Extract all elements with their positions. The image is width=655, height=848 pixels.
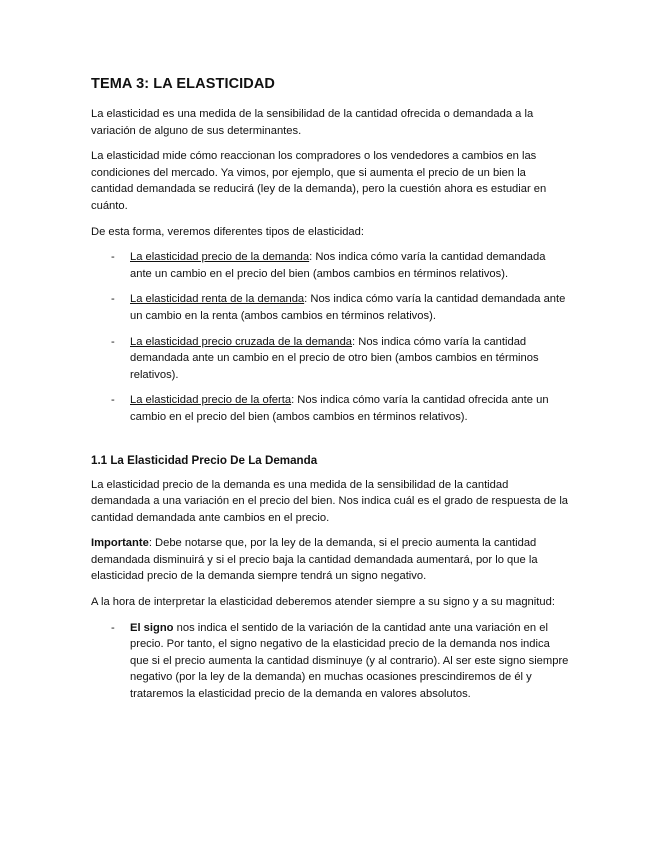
- list-item: [91, 620, 569, 703]
- term: La elasticidad precio de la demanda: [130, 251, 310, 264]
- bullet-dash: -: [111, 335, 115, 348]
- definition: : Nos indica cómo varía la cantidad demandada ante un cambio en el precio de otro bien (ambos cambios en términos relativos).: [130, 335, 539, 381]
- intro-paragraph-3: De esta forma, veremos diferentes tipos de elasticidad:: [91, 225, 364, 238]
- list-item: [91, 249, 569, 282]
- interpretation-list: [91, 620, 569, 703]
- list-item: [91, 392, 569, 425]
- term: La elasticidad renta de la demanda: [130, 293, 305, 306]
- term: La elasticidad precio de la oferta: [130, 394, 292, 407]
- intro-paragraph-2: La elasticidad mide cómo reaccionan los compradores o los vendedores a cambios en las condiciones del mercado. Ya vimos, por ejemplo, que si aumenta el precio de un bien la cantidad demandada se reducirá (ley de la demanda), pero la cuestión ahora es estudiar en cuánto.: [91, 150, 547, 212]
- list-item: [91, 291, 569, 324]
- section-paragraph-1: La elasticidad precio de la demanda es una medida de la sensibilidad de la cantidad demandada a una variación en el precio del bien. Nos indica cuál es el grado de respuesta de la cantidad demandada ante cambios en el precio.: [91, 478, 569, 524]
- important-text: : Debe notarse que, por la ley de la demanda, si el precio aumenta la cantidad demandada disminuirá y si el precio baja la cantidad demandada aumentará, por lo que la elasticidad precio de la demanda siempre tendrá un signo negativo.: [91, 537, 538, 583]
- section-title: 1.1 La Elasticidad Precio De La Demanda: [91, 453, 318, 467]
- document-page: [91, 76, 569, 712]
- page-title: TEMA 3: LA ELASTICIDAD: [91, 76, 275, 92]
- bullet-dash: -: [111, 293, 115, 306]
- bullet-dash: -: [111, 394, 115, 407]
- bullet-dash: -: [111, 251, 115, 264]
- intro-paragraph-1: La elasticidad es una medida de la sensibilidad de la cantidad ofrecida o demandada a la variación de alguno de sus determinantes.: [91, 108, 534, 137]
- section-paragraph-3: A la hora de interpretar la elasticidad deberemos atender siempre a su signo y a su magnitud:: [91, 596, 555, 609]
- important-paragraph: [91, 535, 569, 585]
- definition: : Nos indica cómo varía la cantidad ofrecida ante un cambio en el precio del bien (ambos cambios en términos relativos).: [130, 394, 549, 423]
- term: La elasticidad precio cruzada de la demanda: [130, 335, 353, 348]
- list-item: [91, 334, 569, 384]
- bullet-dash: -: [111, 621, 115, 634]
- definition: : Nos indica cómo varía la cantidad demandada ante un cambio en el precio del bien (ambos cambios en términos relativos).: [130, 251, 546, 280]
- elasticity-types-list: [91, 249, 569, 425]
- important-label: Importante: [91, 537, 149, 550]
- definition: : Nos indica cómo varía la cantidad demandada ante un cambio en la renta (ambos cambios en términos relativos).: [130, 293, 566, 322]
- sign-label: El signo: [130, 621, 174, 634]
- sign-text: nos indica el sentido de la variación de la cantidad ante una variación en el precio. Por tanto, el signo negativo de la elasticidad precio de la demanda nos indica que si el precio aumenta la cantidad disminuye (y al contrario). Al ser este signo siempre negativo (por la ley de la demanda) en muchas ocasiones prescindiremos de él y trataremos la elasticidad precio de la demanda en valores absolutos.: [130, 621, 569, 701]
